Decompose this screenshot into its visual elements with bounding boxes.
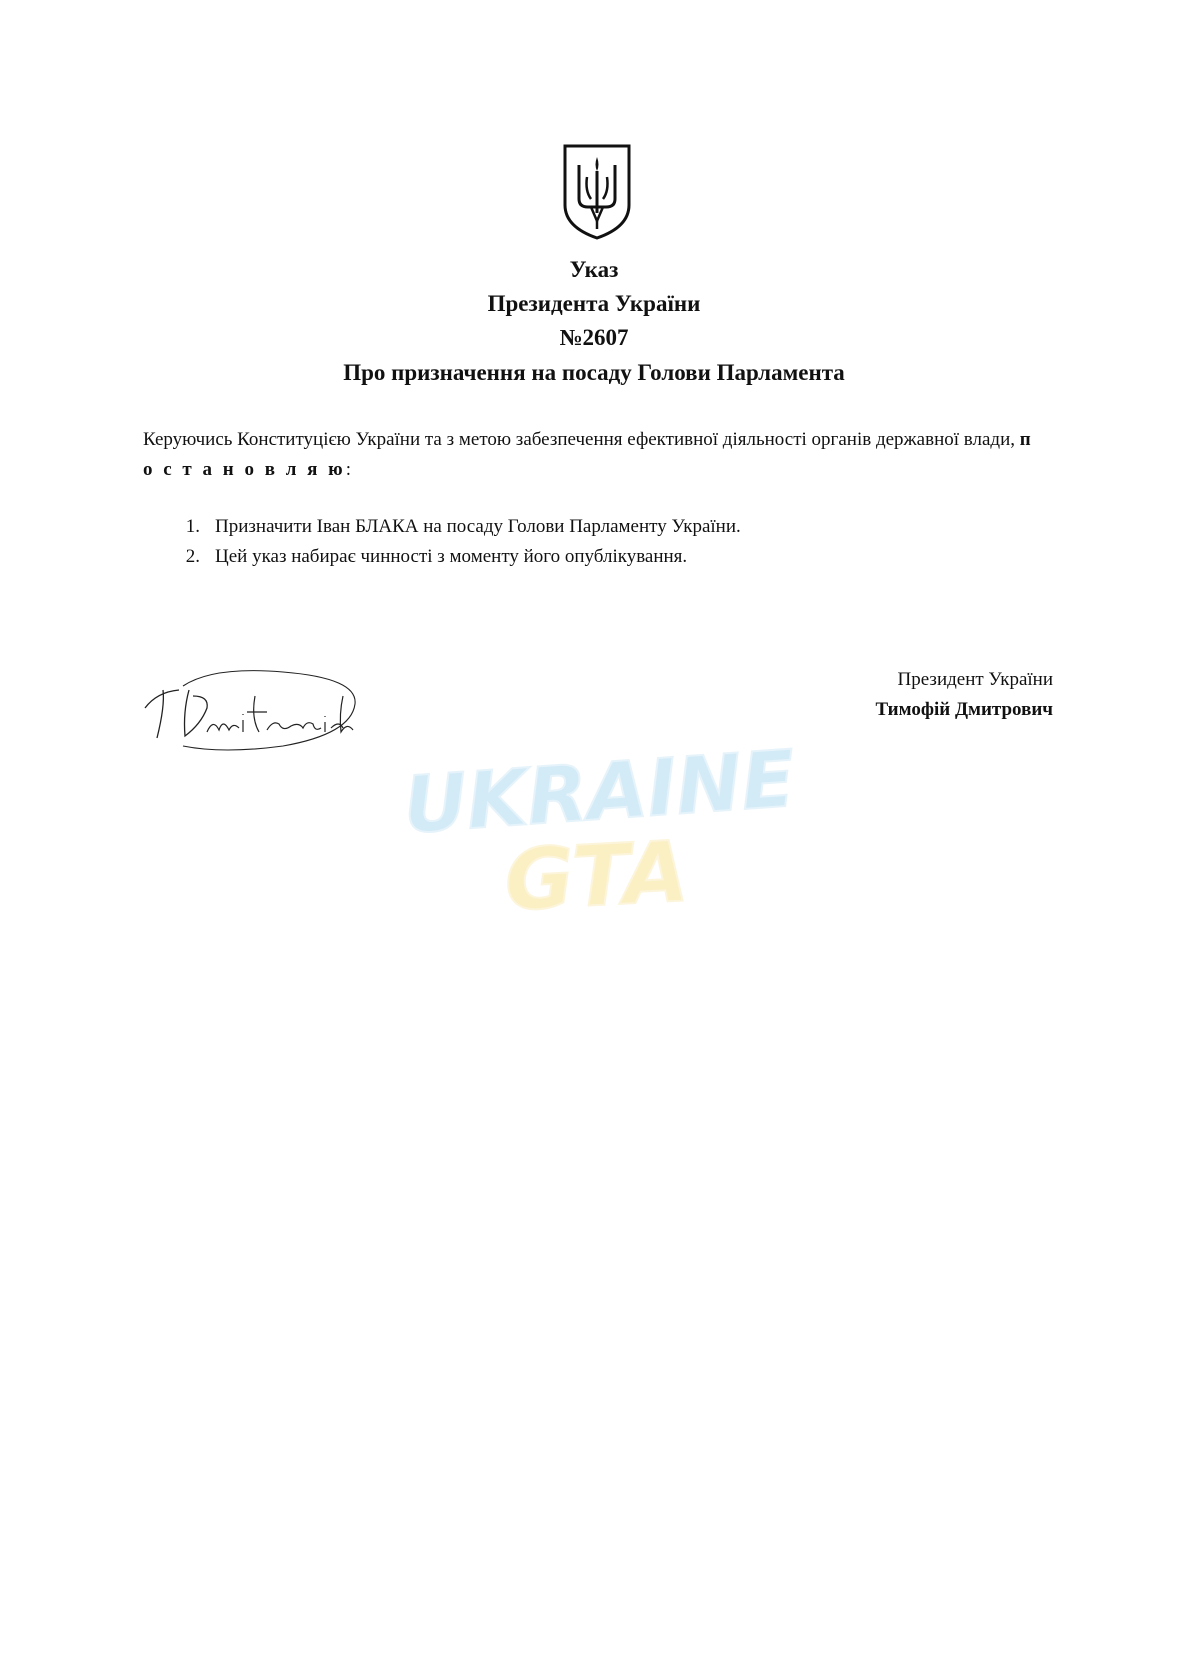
decree-subject: Про призначення на посаду Голови Парламента (343, 360, 845, 385)
list-item-text: Цей указ набирає чинності з моменту його опублікування. (215, 546, 688, 567)
signatory-name: Тимофій Дмитрович (875, 699, 1053, 720)
list-item-number: 2. (185, 546, 200, 567)
signatory-position: Президент України (897, 669, 1053, 690)
preamble (143, 425, 1043, 485)
watermark-line1: UKRAINE (400, 734, 798, 852)
preamble-colon: : (345, 459, 351, 480)
decree-issuer: Президента України (487, 291, 701, 316)
ukraine-gta-watermark (400, 734, 798, 930)
list-item (143, 542, 1043, 572)
signature-block (875, 665, 1053, 725)
decree-title: Указ (569, 257, 619, 282)
decree-items-list (143, 512, 1043, 572)
decree-word: п о с т а н о в л я ю (143, 429, 1034, 480)
decree-number: №2607 (559, 325, 629, 350)
list-item-text: Призначити Іван БЛАКА на посаду Голови Парламенту України. (215, 516, 741, 537)
preamble-text: Керуючись Конституцією України та з метою забезпечення ефективної діяльності органів державної влади, (143, 429, 1015, 450)
list-item (143, 512, 1043, 542)
list-item-number: 1. (185, 516, 200, 537)
trident-coat-of-arms-icon (561, 143, 633, 241)
watermark-line2: GTA (502, 822, 691, 930)
handwritten-signature (143, 662, 358, 756)
